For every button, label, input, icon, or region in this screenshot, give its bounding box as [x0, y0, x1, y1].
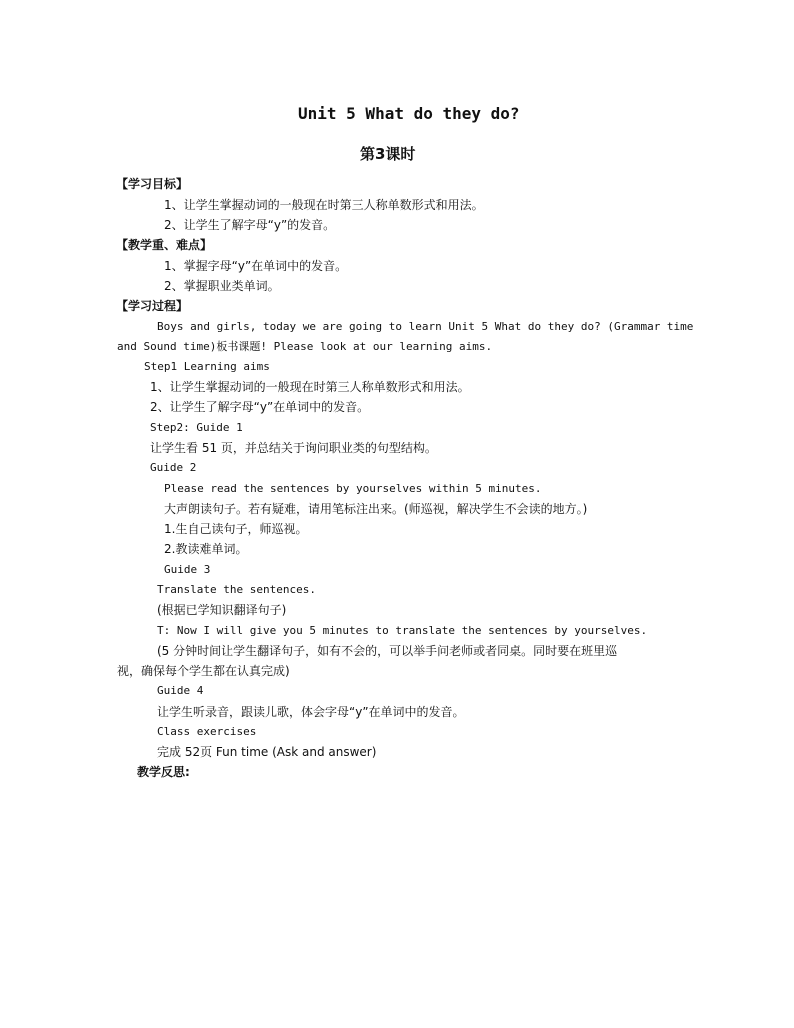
guide3-note-line: 视，确保每个学生都在认真完成): [117, 664, 290, 678]
step1-label: Step1 Learning aims: [144, 360, 270, 373]
guide3-note-line: (5 分钟时间让学生翻译句子，如有不会的，可以举手问老师或者同桌。同时要在班里巡: [157, 644, 618, 658]
class-exercises-label: Class exercises: [157, 725, 257, 738]
objectives-heading: 【学习目标】: [116, 177, 189, 191]
guide2-chinese: 大声朗读句子。若有疑难，请用笔标注出来。(师巡视，解决学生不会读的地方。): [164, 502, 588, 516]
guide2-english: Please read the sentences by yourselves within 5 minutes.: [164, 482, 542, 495]
process-heading: 【学习过程】: [116, 299, 189, 313]
guide3-chinese: (根据已学知识翻译句子): [157, 603, 287, 617]
key-point-item: 2、掌握职业类单词。: [164, 279, 280, 293]
class-exercises-text: 完成 52页 Fun time (Ask and answer): [157, 745, 377, 759]
guide3-teacher-line: T: Now I will give you 5 minutes to translate the sentences by yourselves.: [157, 624, 648, 637]
learning-aim-item: 2、让学生了解字母“y”在单词中的发音。: [150, 400, 370, 414]
guide3-english: Translate the sentences.: [157, 583, 316, 596]
objective-item: 1、让学生掌握动词的一般现在时第三人称单数形式和用法。: [164, 198, 484, 212]
guide4-text: 让学生听录音，跟读儿歌，体会字母“y”在单词中的发音。: [157, 705, 465, 719]
guide2-item: 1.生自己读句子，师巡视。: [164, 522, 308, 536]
guide3-label: Guide 3: [164, 563, 211, 576]
guide2-item: 2.教读难单词。: [164, 542, 248, 556]
lesson-title: 第3课时: [360, 145, 416, 163]
process-intro-line: Boys and girls, today we are going to learn Unit 5 What do they do? (Grammar time: [157, 320, 694, 333]
guide2-label: Guide 2: [150, 461, 197, 474]
process-intro-line: and Sound time)板书课题! Please look at our learning aims.: [117, 340, 493, 353]
key-points-heading: 【教学重、难点】: [116, 238, 213, 252]
learning-aim-item: 1、让学生掌握动词的一般现在时第三人称单数形式和用法。: [150, 380, 470, 394]
document-title: Unit 5 What do they do?: [298, 104, 520, 123]
guide4-label: Guide 4: [157, 684, 204, 697]
guide1-text: 让学生看 51 页，并总结关于询问职业类的句型结构。: [150, 441, 437, 455]
objective-item: 2、让学生了解字母“y”的发音。: [164, 218, 336, 232]
teaching-reflection-heading: 教学反思:: [137, 765, 190, 779]
step2-label: Step2: Guide 1: [150, 421, 243, 434]
key-point-item: 1、掌握字母“y”在单词中的发音。: [164, 259, 348, 273]
